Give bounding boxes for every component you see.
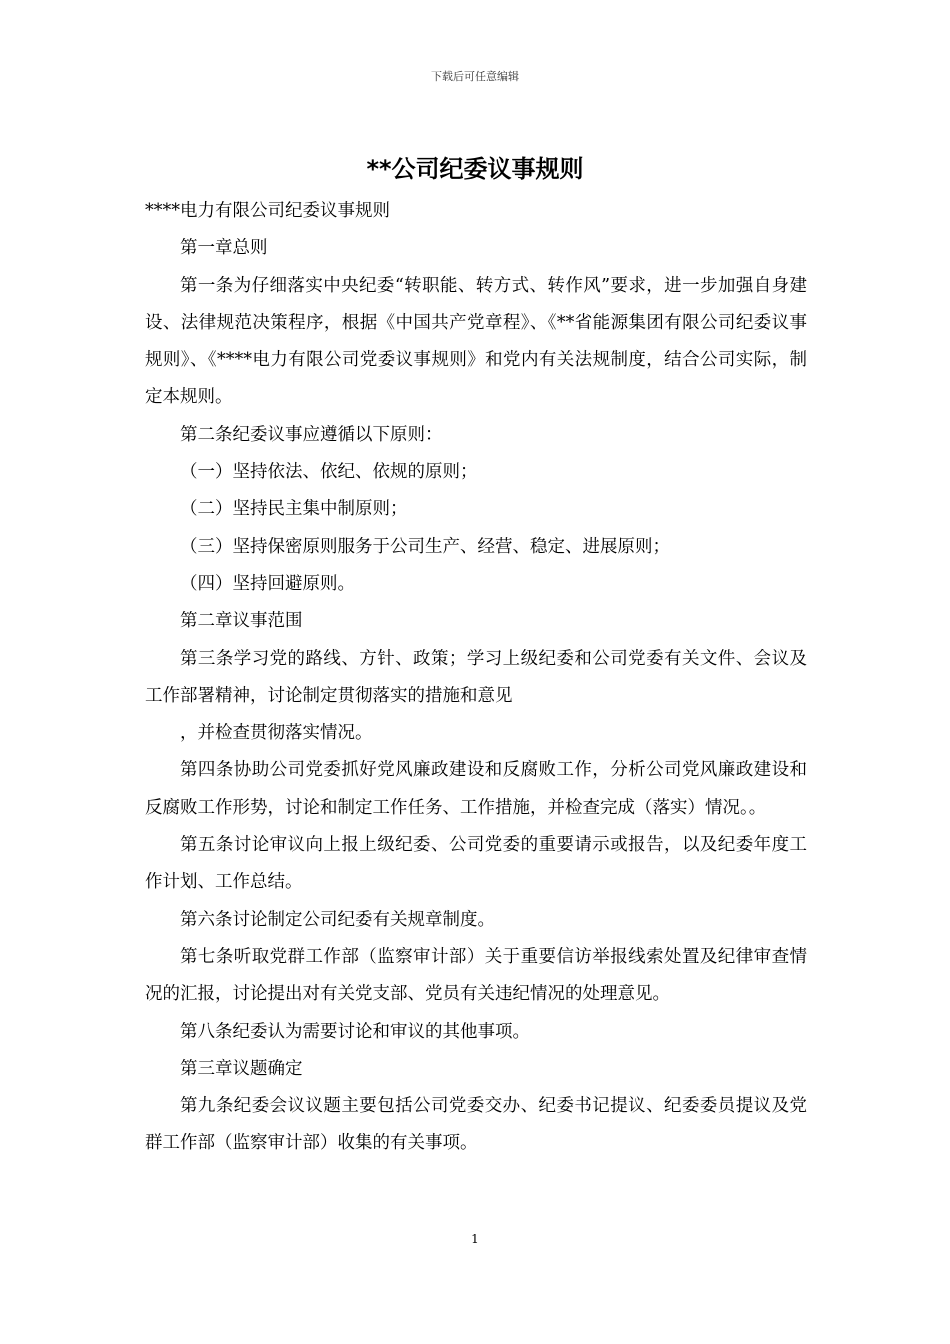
article-9: 第九条纪委会议议题主要包括公司党委交办、纪委书记提议、纪委委员提议及党群工作部（监察审计部）收集的有关事项。 — [145, 1096, 807, 1154]
principle-3: （三）坚持保密原则服务于公司生产、经营、稳定、进展原则； — [180, 536, 670, 557]
paragraph-company-rules-name: ****电力有限公司纪委议事规则 — [145, 201, 390, 221]
document-body — [145, 193, 807, 1163]
article-4: 第四条协助公司党委抓好党风廉政建设和反腐败工作，分析公司党风廉政建设和反腐败工作形势，讨论和制定工作任务、工作措施，并检查完成（落实）情况。。 — [145, 760, 807, 818]
article-7: 第七条听取党群工作部（监察审计部）关于重要信访举报线索处置及纪律审查情况的汇报，讨论提出对有关党支部、党员有关违纪情况的处理意见。 — [145, 946, 807, 1005]
principle-2: （二）坚持民主集中制原则； — [180, 499, 408, 520]
chapter-heading-1: 第一章总则 — [180, 238, 268, 259]
article-3-continuation: ，并检查贯彻落实情况。 — [180, 723, 373, 744]
article-1: 第一条为仔细落实中央纪委“转职能、转方式、转作风”要求，进一步加强自身建设、法律规范决策程序，根据《中国共产党章程》、《**省能源集团有限公司纪委议事规则》、《****电力有限公司党委议事规则》和党内有关法规制度，结合公司实际，制定本规则。 — [145, 275, 807, 408]
principle-4: （四）坚持回避原则。 — [180, 573, 355, 594]
chapter-heading-3: 第三章议题确定 — [180, 1058, 303, 1079]
article-6: 第六条讨论制定公司纪委有关规章制度。 — [180, 909, 495, 930]
principle-1: （一）坚持依法、依纪、依规的原则； — [180, 462, 478, 483]
article-8: 第八条纪委认为需要讨论和审议的其他事项。 — [180, 1021, 530, 1042]
article-3: 第三条学习党的路线、方针、政策；学习上级纪委和公司党委有关文件、会议及工作部署精神，讨论制定贯彻落实的措施和意见 — [145, 648, 807, 706]
article-2: 第二条纪委议事应遵循以下原则： — [180, 424, 443, 445]
page-number: 1 — [471, 1232, 479, 1246]
chapter-heading-2: 第二章议事范围 — [180, 611, 303, 632]
page-header-note: 下载后可任意编辑 — [431, 70, 519, 83]
article-5: 第五条讨论审议向上报上级纪委、公司党委的重要请示或报告，以及纪委年度工作计划、工作总结。 — [145, 835, 807, 893]
document-title: **公司纪委议事规则 — [366, 155, 584, 183]
